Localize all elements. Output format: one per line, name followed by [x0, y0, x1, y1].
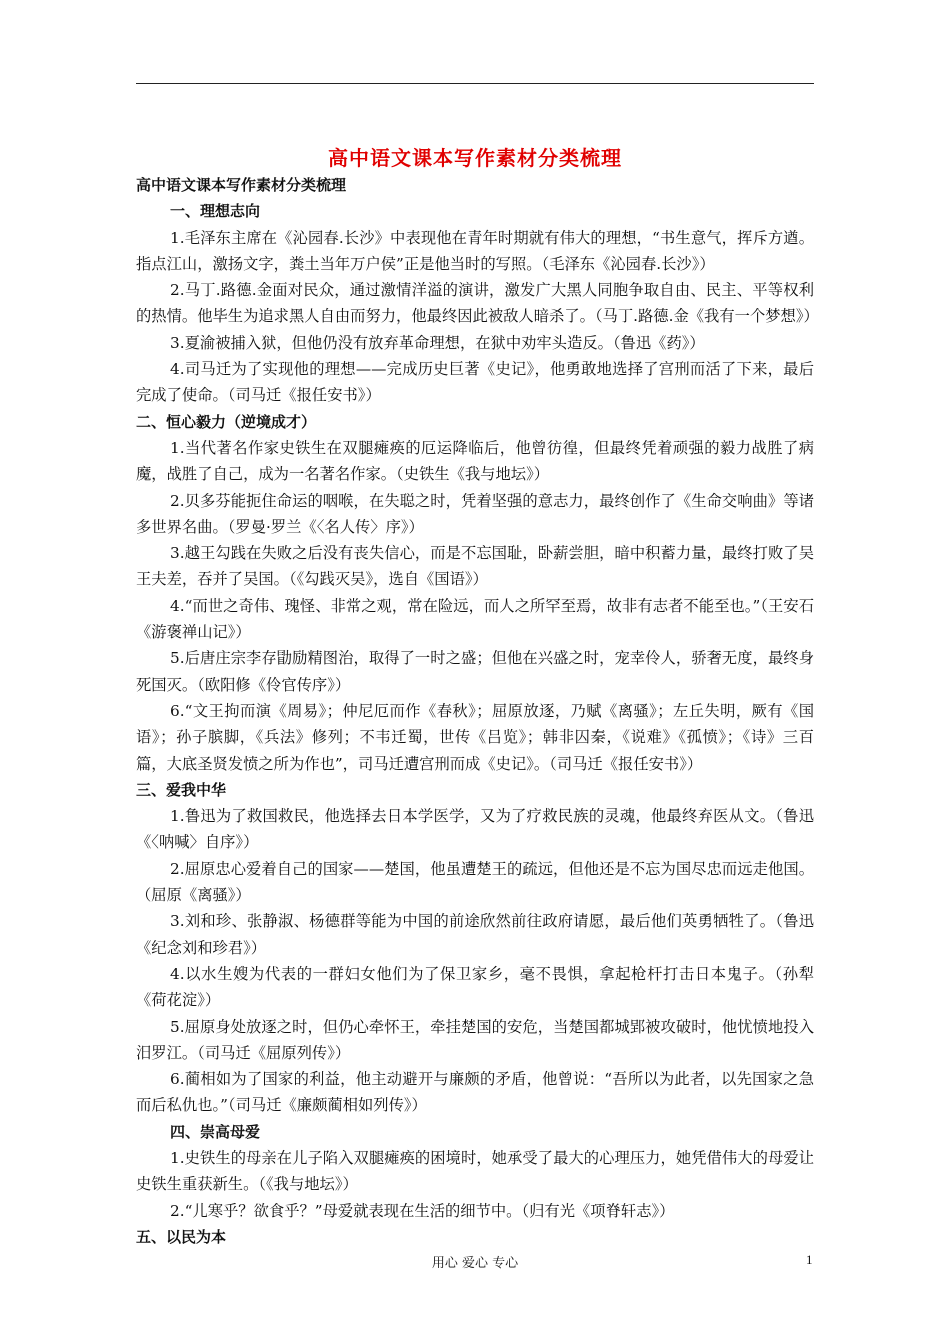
paragraph: 1.当代著名作家史铁生在双腿瘫痪的厄运降临后，他曾彷徨，但最终凭着顽强的毅力战胜了病魔，战胜了自己，成为一名著名作家。（史铁生《我与地坛》） [136, 438, 814, 484]
page-footer: 用心 爱心 专心 [431, 1256, 519, 1271]
paragraph: 6.“文王拘而演《周易》；仲尼厄而作《春秋》；屈原放逐，乃赋《离骚》；左丘失明，厥有《国语》；孙子膑脚，《兵法》修列；不韦迁蜀，世传《吕览》；韩非囚秦，《说难》《孤愤》；《诗》三百篇，大底圣贤发愤之所为作也”，司马迁遭宫刑而成《史记》。（司马迁《报任安书》） [136, 701, 814, 773]
paragraph: 1.鲁迅为了救国救民，他选择去日本学医学，又为了疗救民族的灵魂，他最终弃医从文。（鲁迅《〈呐喊〉自序》） [136, 807, 814, 852]
section-heading: 五、以民为本 [136, 1227, 227, 1246]
paragraph: 4.司马迁为了实现他的理想——完成历史巨著《史记》，他勇敢地选择了宫刑而活了下来，最后完成了使命。（司马迁《报任安书》） [136, 360, 814, 405]
document-body [136, 172, 819, 1250]
section-heading: 四、崇高母爱 [170, 1122, 261, 1141]
paragraph: 3.刘和珍、张静淑、杨德群等能为中国的前途欣然前往政府请愿，最后他们英勇牺牲了。（鲁迅《纪念刘和珍君》） [136, 912, 814, 957]
paragraph: 2.马丁.路德.金面对民众，通过激情洋溢的演讲，激发广大黑人同胞争取自由、民主、平等权利的热情。他毕生为追求黑人自由而努力，他最终因此被敌人暗杀了。（马丁.路德.金《我有一个梦想》） [136, 281, 819, 326]
document-subtitle: 高中语文课本写作素材分类梳理 [136, 176, 347, 194]
paragraph: 1.毛泽东主席在《沁园春.长沙》中表现他在青年时期就有伟大的理想，“书生意气，挥斥方遒。指点江山，激扬文字，粪土当年万户侯”正是他当时的写照。（毛泽东《沁园春.长沙》） [136, 228, 814, 273]
section-heading: 三、爱我中华 [136, 780, 227, 799]
paragraph: 3.越王勾践在失败之后没有丧失信心，而是不忘国耻，卧薪尝胆，暗中积蓄力量，最终打败了吴王夫差，吞并了吴国。（《勾践灭吴》，选自《国语》） [136, 544, 814, 589]
header-rule [136, 83, 814, 84]
paragraph: 2.屈原忠心爱着自己的国家——楚国，他虽遭楚王的疏远，但他还是不忘为国尽忠而远走他国。（屈原《离骚》） [136, 859, 814, 905]
document-title: 高中语文课本写作素材分类梳理 [328, 146, 622, 170]
section-heading: 二、恒心毅力（逆境成才） [136, 412, 317, 431]
paragraph: 5.屈原身处放逐之时，但仍心牵怀王，牵挂楚国的安危，当楚国都城郢被攻破时，他忧愤地投入汨罗江。（司马迁《屈原列传》） [136, 1017, 814, 1062]
section-heading: 一、理想志向 [170, 202, 261, 221]
page-number: 1 [806, 1252, 813, 1267]
paragraph: 6.蔺相如为了国家的利益，他主动避开与廉颇的矛盾，他曾说：“吾所以为此者，以先国家之急而后私仇也。”（司马迁《廉颇蔺相如列传》） [136, 1070, 814, 1115]
paragraph: 5.后唐庄宗李存勖励精图治，取得了一时之盛；但他在兴盛之时，宠幸伶人，骄奢无度，最终身死国灭。（欧阳修《伶官传序》） [136, 649, 814, 694]
paragraph: 2.贝多芬能扼住命运的咽喉，在失聪之时，凭着坚强的意志力，最终创作了《生命交响曲》等诸多世界名曲。（罗曼·罗兰《〈名人传〉序》） [136, 491, 814, 536]
paragraph: 2.“儿寒乎？欲食乎？”母爱就表现在生活的细节中。（归有光《项脊轩志》） [170, 1201, 675, 1220]
paragraph: 3.夏渝被捕入狱，但他仍没有放弃革命理想，在狱中劝牢头造反。（鲁迅《药》） [170, 333, 705, 352]
paragraph: 1.史铁生的母亲在儿子陷入双腿瘫痪的困境时，她承受了最大的心理压力，她凭借伟大的母爱让史铁生重获新生。（《我与地坛》） [136, 1148, 814, 1194]
paragraph: 4.以水生嫂为代表的一群妇女他们为了保卫家乡，毫不畏惧，拿起枪杆打击日本鬼子。（孙犁《荷花淀》） [136, 964, 814, 1010]
paragraph: 4.“而世之奇伟、瑰怪、非常之观，常在险远，而人之所罕至焉，故非有志者不能至也。”（王安石《游褒禅山记》） [136, 596, 814, 642]
